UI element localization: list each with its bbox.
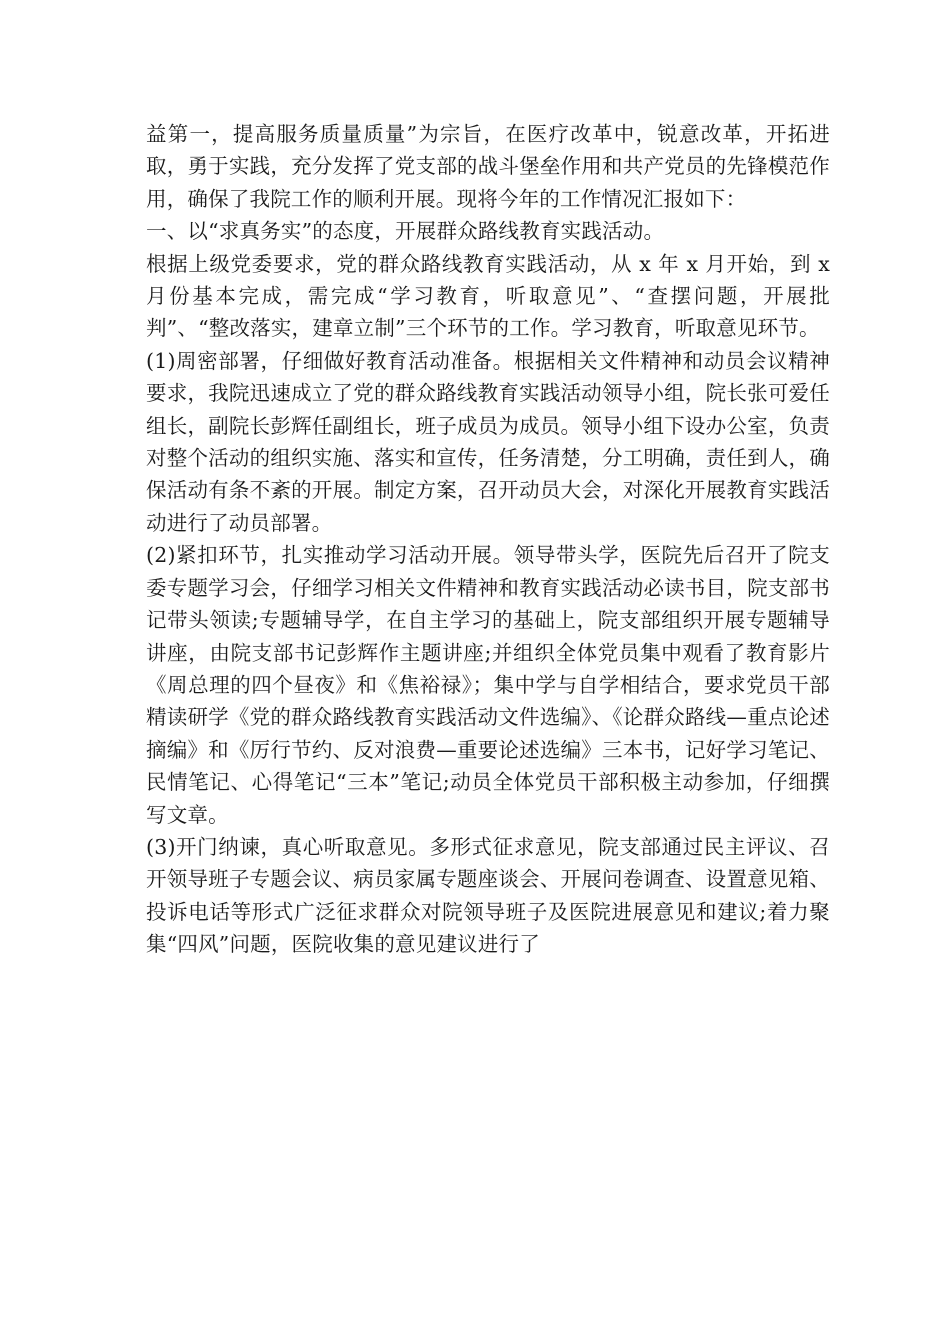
section-heading-1: 一、以“求真务实”的态度，开展群众路线教育实践活动。 <box>146 219 665 244</box>
document-body <box>146 118 830 961</box>
paragraph-intro: 益第一，提高服务质量质量”为宗旨，在医疗改革中，锐意改革，开拓进取，勇于实践，充分发挥了党支部的战斗堡垒作用和共产党员的先锋模范作用，确保了我院工作的顺利开展。现将今年的工作情况汇报如下： <box>146 122 830 211</box>
paragraph-item-1: (1)周密部署，仔细做好教育活动准备。根据相关文件精神和动员会议精神要求，我院迅速成立了党的群众路线教育实践活动领导小组，院长张可爱任组长，副院长彭辉任副组长，班子成员为成员。领导小组下设办公室，负责对整个活动的组织实施、落实和宣传，任务清楚，分工明确，责任到人，确保活动有条不紊的开展。制定方案，召开动员大会，对深化开展教育实践活动进行了动员部署。 <box>146 348 830 535</box>
paragraph-background: 根据上级党委要求，党的群众路线教育实践活动，从 x 年 x 月开始，到 x 月份基本完成，需完成“学习教育，听取意见”、“查摆问题，开展批判”、“整改落实，建章立制”三个环节的工作。学习教育，听取意见环节。 <box>146 251 830 341</box>
paragraph-item-3: (3)开门纳谏，真心听取意见。多形式征求意见，院支部通过民主评议、召开领导班子专题会议、病员家属专题座谈会、开展问卷调查、设置意见箱、投诉电话等形式广泛征求群众对院领导班子及医院进展意见和建议;着力聚集“四风”问题，医院收集的意见建议进行了 <box>146 834 830 957</box>
paragraph-item-2: (2)紧扣环节，扎实推动学习活动开展。领导带头学，医院先后召开了院支委专题学习会，仔细学习相关文件精神和教育实践活动必读书目，院支部书记带头领读;专题辅导学，在自主学习的基础上，院支部组织开展专题辅导讲座，由院支部书记彭辉作主题讲座;并组织全体党员集中观看了教育影片《周总理的四个昼夜》和《焦裕禄》；集中学与自学相结合，要求党员干部精读研学《党的群众路线教育实践活动文件选编》、《论群众路线—重点论述摘编》和《厉行节约、反对浪费—重要论述选编》三本书，记好学习笔记、民情笔记、心得笔记“三本”笔记;动员全体党员干部积极主动参加，仔细撰写文章。 <box>146 543 830 827</box>
